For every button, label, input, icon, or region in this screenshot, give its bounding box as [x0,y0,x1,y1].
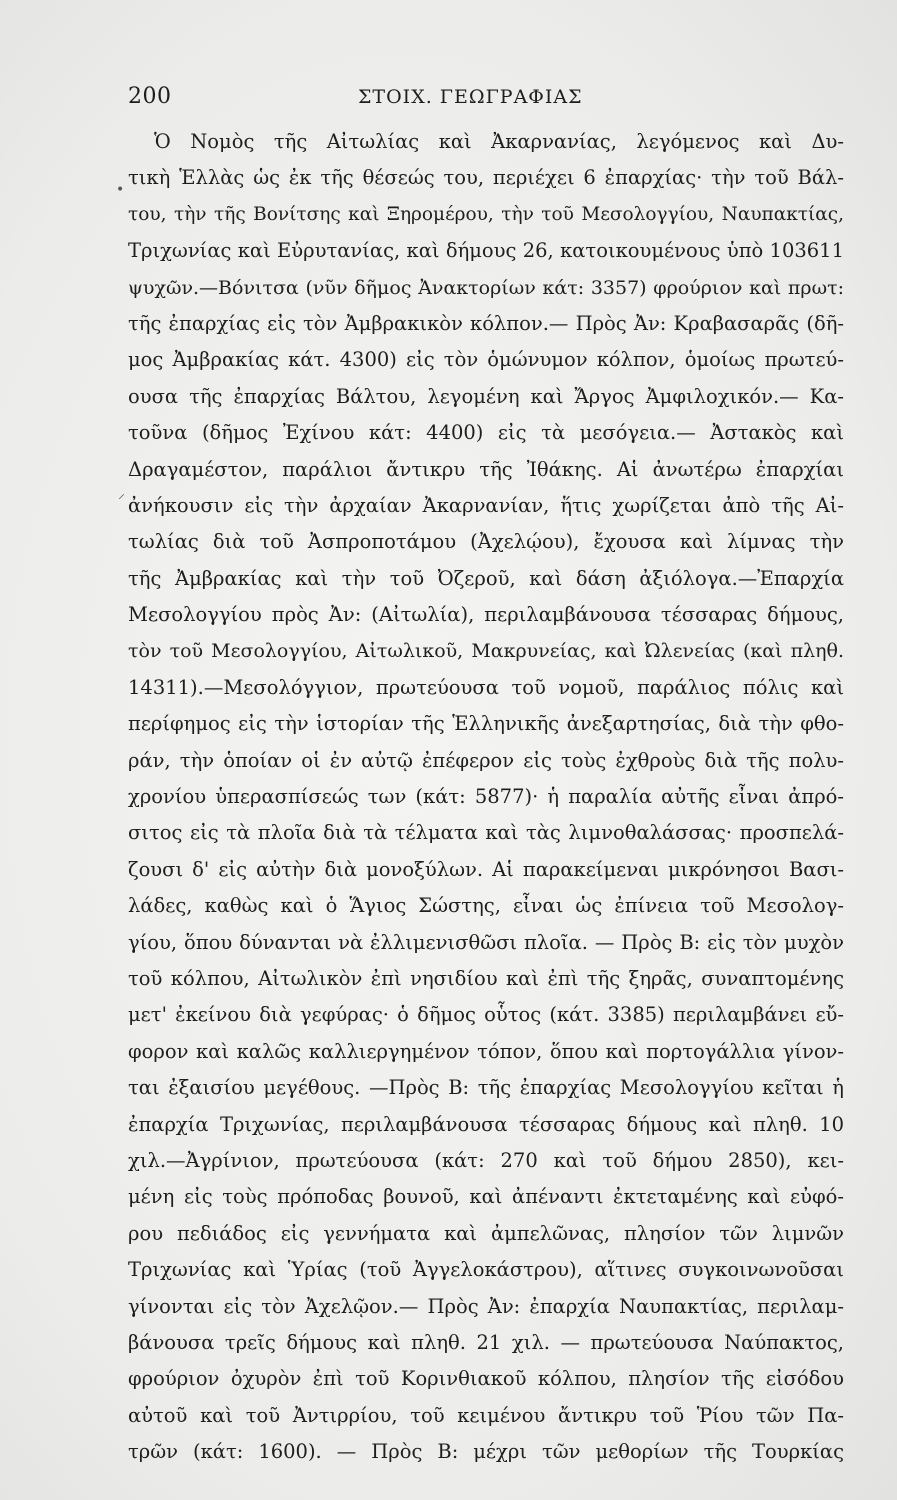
text-line: ἀνήκουσιν εἰς τὴν ἀρχαίαν Ἀκαρνανίαν, ἥτις χωρίζεται ἀπὸ τῆς Αἰ- [128,493,844,517]
page-header [128,84,848,114]
margin-dot: • [116,182,125,198]
body-text [128,124,844,1470]
text-line: Μεσολογγίου πρὸς Ἀν: (Αἰτωλία), περιλαμβάνουσα τέσσαρας δήμους, [128,603,844,627]
text-line: γίου, ὅπου δύνανται νὰ ἐλλιμενισθῶσι πλοῖα. — Πρὸς Β: εἰς τὸν μυχὸν [128,930,844,954]
text-line: φορον καὶ καλῶς καλλιεργημένον τόπον, ὅπου καὶ πορτογάλλια γίνον- [128,1039,844,1063]
text-line: σιτος εἰς τὰ πλοῖα διὰ τὰ τέλματα καὶ τὰς λιμνοθαλάσσας· προσπελά- [128,821,844,845]
text-line: χρονίου ὑπερασπίσεώς των (κάτ: 5877)· ἡ παραλία αὐτῆς εἶναι ἀπρό- [128,785,844,809]
text-line: μος Ἀμβρακίας κάτ. 4300) εἰς τὸν ὁμώνυμον κόλπον, ὁμοίως πρωτεύ- [128,348,844,372]
text-line: τῆς Ἀμβρακίας καὶ τὴν τοῦ Ὀζεροῦ, καὶ δάση ἀξιόλογα.—Ἐπαρχία [128,566,844,590]
text-line: 14311).—Μεσολόγγιον, πρωτεύουσα τοῦ νομοῦ, παράλιος πόλις καὶ [128,675,844,699]
text-line: τρῶν (κάτ: 1600). — Πρὸς Β: μέχρι τῶν μεθορίων τῆς Τουρκίας [128,1440,844,1464]
text-line: τικὴ Ἑλλὰς ὡς ἐκ τῆς θέσεώς του, περιέχει 6 ἐπαρχίας· τὴν τοῦ Βάλ- [128,166,844,190]
text-line: περίφημος εἰς τὴν ἱστορίαν τῆς Ἑλληνικῆς ἀνεξαρτησίας, διὰ τὴν φθο- [128,712,844,736]
text-line: τοῦ κόλπου, Αἰτωλικὸν ἐπὶ νησιδίου καὶ ἐπὶ τῆς ξηρᾶς, συναπτομένης [128,966,844,990]
text-line: τωλίας διὰ τοῦ Ἀσπροποτάμου (Ἀχελῴου), ἔχουσα καὶ λίμνας τὴν [128,530,844,554]
text-line: φρούριον ὀχυρὸν ἐπὶ τοῦ Κορινθιακοῦ κόλπου, πλησίον τῆς εἰσόδου [128,1367,844,1391]
text-line: ζουσι δ' εἰς αὐτὴν διὰ μονοξύλων. Αἱ παρακείμεναι μικρόνησοι Βασι- [128,857,844,881]
text-line: ουσα τῆς ἐπαρχίας Βάλτου, λεγομένη καὶ Ἄργος Ἀμφιλοχικόν.— Κα- [128,384,844,408]
text-line: του, τὴν τῆς Βονίτσης καὶ Ξηρομέρου, τὴν τοῦ Μεσολογγίου, Ναυπακτίας, [128,203,844,225]
text-line: μένη εἰς τοὺς πρόποδας βουνοῦ, καὶ ἀπέναντι ἐκτεταμένης καὶ εὐφό- [128,1185,844,1209]
text-line: τῆς ἐπαρχίας εἰς τὸν Ἀμβρακικὸν κόλπον.— Πρὸς Ἀν: Κραβασαρᾶς (δῆ- [128,311,844,335]
text-line: Τριχωνίας καὶ Ὑρίας (τοῦ Ἀγγελοκάστρου), αἵτινες συγκοινωνοῦσαι [128,1258,844,1282]
text-line: Ὁ Νομὸς τῆς Αἰτωλίας καὶ Ἀκαρνανίας, λεγόμενος καὶ Δυ- [154,130,844,153]
text-line: αὐτοῦ καὶ τοῦ Ἀντιρρίου, τοῦ κειμένου ἄντικρυ τοῦ Ῥίου τῶν Πα- [128,1403,844,1427]
text-line: τὸν τοῦ Μεσολογγίου, Αἰτωλικοῦ, Μακρυνείας, καὶ Ὠλενείας (καὶ πληθ. [128,640,844,663]
text-line: βάνουσα τρεῖς δήμους καὶ πληθ. 21 χιλ. — πρωτεύουσα Ναύπακτος, [128,1330,844,1354]
text-line: ται ἐξαισίου μεγέθους. —Πρὸς Β: τῆς ἐπαρχίας Μεσολογγίου κεῖται ἡ [128,1076,844,1100]
page-number: 200 [128,84,172,109]
text-line: ρου πεδιάδος εἰς γεννήματα καὶ ἀμπελῶνας, πλησίον τῶν λιμνῶν [128,1221,844,1245]
text-line: ψυχῶν.—Βόνιτσα (νῦν δῆμος Ἀνακτορίων κάτ: 3357) φρούριον καὶ πρωτ: [128,276,844,299]
text-line: Δραγαμέστον, παράλιοι ἄντικρυ τῆς Ἰθάκης. Αἱ ἀνωτέρω ἐπαρχίαι [128,457,844,481]
text-line: ράν, τὴν ὁποίαν οἱ ἐν αὐτῷ ἐπέφερον εἰς τοὺς ἐχθροὺς διὰ τῆς πολυ- [128,748,844,772]
running-head: ΣΤΟΙΧ. ΓΕΩΓΡΑΦΙΑΣ [358,86,583,108]
text-line: Τριχωνίας καὶ Εὐρυτανίας, καὶ δήμους 26, κατοικουμένους ὑπὸ 103611 [128,239,844,263]
text-line: ἐπαρχία Τριχωνίας, περιλαμβάνουσα τέσσαρας δήμους καὶ πληθ. 10 [128,1112,844,1136]
text-line: τοῦνα (δῆμος Ἐχίνου κάτ: 4400) εἰς τὰ μεσόγεια.— Ἀστακὸς καὶ [128,421,844,445]
margin-tick: ⸍ [118,492,125,508]
text-line: μετ' ἐκείνου διὰ γεφύρας· ὁ δῆμος οὗτος (κάτ. 3385) περιλαμβάνει εὔ- [128,1003,844,1027]
text-line: γίνονται εἰς τὸν Ἀχελῷον.— Πρὸς Ἀν: ἐπαρχία Ναυπακτίας, περιλαμ- [128,1294,844,1318]
text-line: χιλ.—Ἀγρίνιον, πρωτεύουσα (κάτ: 270 καὶ τοῦ δήμου 2850), κει- [128,1148,844,1172]
text-line: λάδες, καθὼς καὶ ὁ Ἅγιος Σώστης, εἶναι ὡς ἐπίνεια τοῦ Μεσολογ- [128,894,844,918]
